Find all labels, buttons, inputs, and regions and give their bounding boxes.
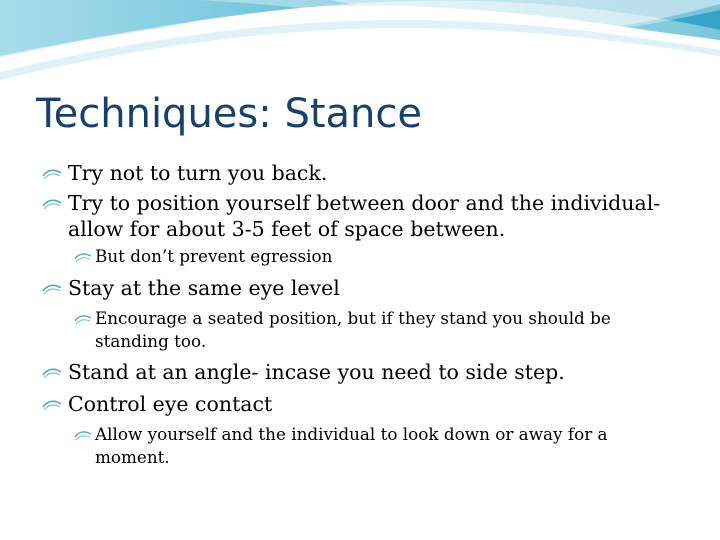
bullet-item [68,190,688,242]
wave-bullet-icon [41,190,63,216]
bullet-item [68,359,688,385]
sub-bullet-text: Allow yourself and the individual to look down or away for a [95,424,608,444]
bullet-text: Control eye contact [68,392,273,416]
sub-bullet-text-continuation: moment. [95,447,170,467]
bullet-text: Try to position yourself between door and the individual- [68,191,661,215]
wave-bullet-icon [41,359,63,385]
bullet-text: Stay at the same eye level [68,276,340,300]
sub-bullet-item [95,245,685,268]
wave-bullet-icon [74,245,92,268]
wave-bullet-icon [41,275,63,301]
slide-title: Techniques: Stance [36,91,422,137]
sub-bullet-item [95,423,685,469]
sub-bullet-text-continuation: standing too. [95,331,207,351]
wave-bullet-icon [41,160,63,186]
wave-bullet-icon [74,423,92,446]
sub-bullet-text: Encourage a seated position, but if they stand you should be [95,308,611,328]
bullet-text-continuation: allow for about 3-5 feet of space between. [68,217,506,241]
wave-bullet-icon [74,307,92,330]
bullet-text: Stand at an angle- incase you need to side step. [68,360,565,384]
bullet-text: Try not to turn you back. [68,161,328,185]
bullet-item [68,275,688,301]
sub-bullet-item [95,307,685,353]
wave-bullet-icon [41,391,63,417]
sub-bullet-text: But don’t prevent egression [95,246,333,266]
bullet-item [68,160,688,186]
bullet-item [68,391,688,417]
